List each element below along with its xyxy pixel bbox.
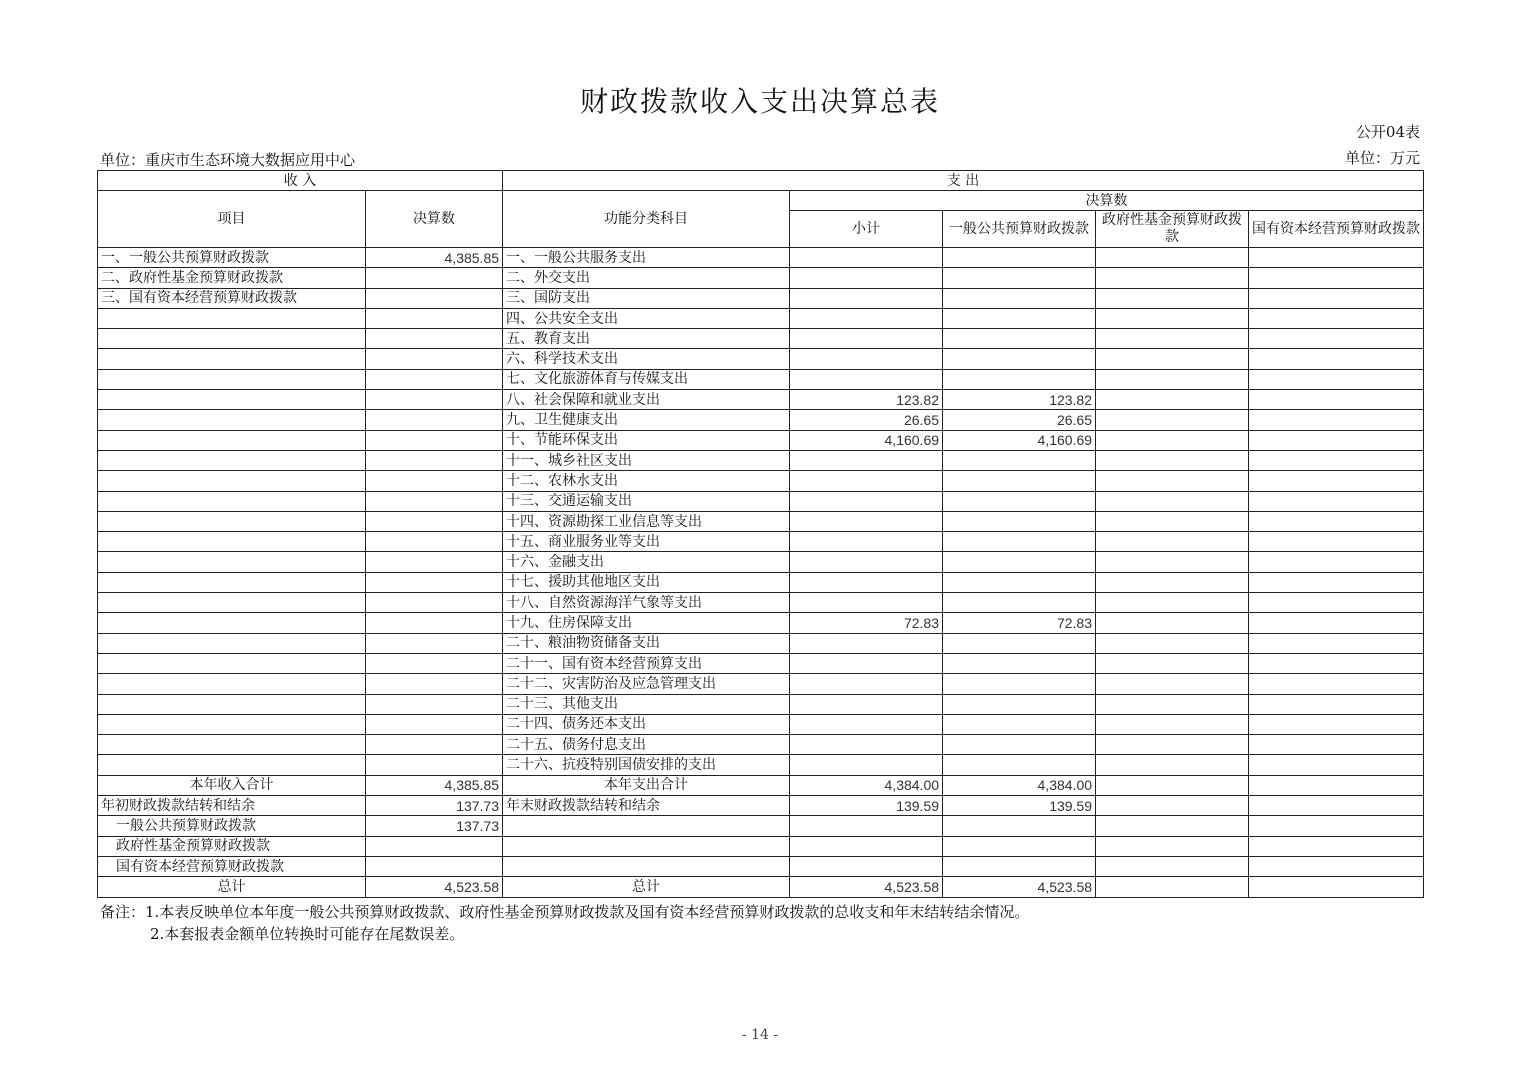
subtotal-cell: 4,523.58 bbox=[790, 877, 943, 897]
subtotal-cell bbox=[790, 532, 943, 552]
table-row bbox=[98, 491, 1424, 511]
gov-fund-cell bbox=[1096, 532, 1249, 552]
general-budget-cell bbox=[943, 633, 1096, 653]
income-item-cell bbox=[98, 633, 366, 653]
income-item-cell: 二、政府性基金预算财政拨款 bbox=[98, 268, 366, 288]
table-row bbox=[98, 450, 1424, 470]
expense-item-cell: 五、教育支出 bbox=[503, 329, 790, 349]
income-amount-cell bbox=[366, 856, 503, 876]
income-amount-cell bbox=[366, 511, 503, 531]
subtotal-cell bbox=[790, 248, 943, 268]
header-row-2 bbox=[98, 191, 1424, 211]
expense-item-cell: 二十四、债务还本支出 bbox=[503, 714, 790, 734]
table-row bbox=[98, 471, 1424, 491]
notes bbox=[100, 901, 1029, 945]
state-capital-cell bbox=[1249, 633, 1424, 653]
general-budget-cell: 26.65 bbox=[943, 410, 1096, 430]
subtotal-cell bbox=[790, 653, 943, 673]
income-amount-cell bbox=[366, 552, 503, 572]
table-row bbox=[98, 633, 1424, 653]
reporting-unit: 单位：重庆市生态环境大数据应用中心 bbox=[100, 151, 356, 169]
income-item-cell bbox=[98, 653, 366, 673]
subtotal-cell: 139.59 bbox=[790, 796, 943, 816]
gov-fund-cell bbox=[1096, 308, 1249, 328]
table-row bbox=[98, 410, 1424, 430]
subtotal-column-header: 小计 bbox=[790, 211, 943, 248]
state-capital-cell bbox=[1249, 735, 1424, 755]
subtotal-cell bbox=[790, 816, 943, 836]
income-item-cell bbox=[98, 755, 366, 775]
gov-fund-cell bbox=[1096, 755, 1249, 775]
expense-item-cell: 二十二、灾害防治及应急管理支出 bbox=[503, 674, 790, 694]
income-amount-cell bbox=[366, 572, 503, 592]
income-amount-cell bbox=[366, 694, 503, 714]
expense-item-cell: 二十一、国有资本经营预算支出 bbox=[503, 653, 790, 673]
func-subject-column-header: 功能分类科目 bbox=[503, 191, 790, 248]
summary-row bbox=[98, 877, 1424, 897]
subtotal-cell bbox=[790, 694, 943, 714]
income-amount-cell bbox=[366, 593, 503, 613]
income-amount-cell bbox=[366, 836, 503, 856]
subtotal-cell bbox=[790, 329, 943, 349]
income-item-cell bbox=[98, 593, 366, 613]
income-amount-cell bbox=[366, 653, 503, 673]
expense-item-cell: 六、科学技术支出 bbox=[503, 349, 790, 369]
subtotal-cell: 4,384.00 bbox=[790, 775, 943, 795]
general-budget-cell bbox=[943, 856, 1096, 876]
gov-fund-cell bbox=[1096, 288, 1249, 308]
summary-row bbox=[98, 796, 1424, 816]
general-budget-cell bbox=[943, 735, 1096, 755]
expense-item-cell: 二十三、其他支出 bbox=[503, 694, 790, 714]
general-budget-cell bbox=[943, 593, 1096, 613]
state-capital-cell bbox=[1249, 694, 1424, 714]
state-capital-cell bbox=[1249, 532, 1424, 552]
general-budget-cell bbox=[943, 248, 1096, 268]
budget-summary-table bbox=[97, 170, 1424, 898]
income-item-cell: 年初财政拨款结转和结余 bbox=[98, 796, 366, 816]
subtotal-cell bbox=[790, 349, 943, 369]
subtotal-cell bbox=[790, 633, 943, 653]
gov-fund-cell bbox=[1096, 593, 1249, 613]
state-capital-cell bbox=[1249, 390, 1424, 410]
gov-fund-cell bbox=[1096, 450, 1249, 470]
general-budget-cell bbox=[943, 836, 1096, 856]
expense-item-cell: 七、文化旅游体育与传媒支出 bbox=[503, 369, 790, 389]
state-capital-cell bbox=[1249, 714, 1424, 734]
table-row bbox=[98, 248, 1424, 268]
expense-item-cell: 一、一般公共服务支出 bbox=[503, 248, 790, 268]
income-amount-cell bbox=[366, 471, 503, 491]
gov-fund-cell bbox=[1096, 714, 1249, 734]
income-amount-cell bbox=[366, 268, 503, 288]
gov-fund-column-header: 政府性基金预算财政拨款 bbox=[1096, 211, 1249, 248]
general-budget-cell bbox=[943, 450, 1096, 470]
state-capital-cell bbox=[1249, 877, 1424, 897]
table-row bbox=[98, 390, 1424, 410]
header-row-1 bbox=[98, 171, 1424, 191]
general-budget-cell bbox=[943, 714, 1096, 734]
state-capital-cell bbox=[1249, 653, 1424, 673]
expense-item-cell: 二十、粮油物资储备支出 bbox=[503, 633, 790, 653]
income-item-cell bbox=[98, 450, 366, 470]
expense-item-cell bbox=[503, 816, 790, 836]
state-capital-cell bbox=[1249, 511, 1424, 531]
state-capital-cell bbox=[1249, 775, 1424, 795]
subtotal-cell bbox=[790, 552, 943, 572]
gov-fund-cell bbox=[1096, 694, 1249, 714]
state-capital-cell bbox=[1249, 430, 1424, 450]
income-item-cell: 总计 bbox=[98, 877, 366, 897]
income-item-cell bbox=[98, 532, 366, 552]
general-budget-cell: 139.59 bbox=[943, 796, 1096, 816]
form-number: 公开04表 bbox=[1355, 123, 1420, 141]
income-item-cell bbox=[98, 329, 366, 349]
subtotal-cell: 4,160.69 bbox=[790, 430, 943, 450]
gov-fund-cell bbox=[1096, 775, 1249, 795]
gov-fund-cell bbox=[1096, 511, 1249, 531]
state-capital-cell bbox=[1249, 796, 1424, 816]
money-unit: 单位：万元 bbox=[1344, 149, 1420, 167]
income-item-cell bbox=[98, 613, 366, 633]
expense-item-cell: 十七、援助其他地区支出 bbox=[503, 572, 790, 592]
state-capital-cell bbox=[1249, 593, 1424, 613]
general-budget-cell bbox=[943, 694, 1096, 714]
general-budget-cell bbox=[943, 491, 1096, 511]
general-budget-cell bbox=[943, 349, 1096, 369]
subtotal-cell bbox=[790, 450, 943, 470]
state-capital-cell bbox=[1249, 674, 1424, 694]
table-row bbox=[98, 288, 1424, 308]
amount-column-header: 决算数 bbox=[366, 191, 503, 248]
subtotal-cell bbox=[790, 755, 943, 775]
income-amount-cell bbox=[366, 430, 503, 450]
table-row bbox=[98, 329, 1424, 349]
state-capital-cell bbox=[1249, 755, 1424, 775]
subtotal-cell bbox=[790, 268, 943, 288]
income-item-cell bbox=[98, 511, 366, 531]
state-capital-cell bbox=[1249, 856, 1424, 876]
state-capital-cell bbox=[1249, 450, 1424, 470]
gov-fund-cell bbox=[1096, 471, 1249, 491]
state-capital-cell bbox=[1249, 248, 1424, 268]
income-item-cell bbox=[98, 674, 366, 694]
general-budget-column-header: 一般公共预算财政拨款 bbox=[943, 211, 1096, 248]
item-column-header: 项目 bbox=[98, 191, 366, 248]
expense-item-cell: 九、卫生健康支出 bbox=[503, 410, 790, 430]
subtotal-cell bbox=[790, 308, 943, 328]
income-header: 收 入 bbox=[98, 171, 503, 191]
income-item-cell bbox=[98, 714, 366, 734]
subtotal-cell bbox=[790, 288, 943, 308]
income-item-cell bbox=[98, 430, 366, 450]
general-budget-cell: 4,160.69 bbox=[943, 430, 1096, 450]
summary-row bbox=[98, 816, 1424, 836]
state-capital-cell bbox=[1249, 613, 1424, 633]
state-capital-cell bbox=[1249, 308, 1424, 328]
general-budget-cell bbox=[943, 471, 1096, 491]
gov-fund-cell bbox=[1096, 877, 1249, 897]
gov-fund-cell bbox=[1096, 369, 1249, 389]
table-row bbox=[98, 532, 1424, 552]
expense-item-cell: 三、国防支出 bbox=[503, 288, 790, 308]
income-item-cell: 一般公共预算财政拨款 bbox=[98, 816, 366, 836]
expense-item-cell: 总计 bbox=[503, 877, 790, 897]
income-item-cell bbox=[98, 572, 366, 592]
expense-item-cell: 十一、城乡社区支出 bbox=[503, 450, 790, 470]
income-item-cell bbox=[98, 349, 366, 369]
general-budget-cell bbox=[943, 308, 1096, 328]
income-amount-cell bbox=[366, 349, 503, 369]
income-amount-cell bbox=[366, 755, 503, 775]
income-amount-cell bbox=[366, 735, 503, 755]
expense-item-cell bbox=[503, 836, 790, 856]
income-amount-cell: 137.73 bbox=[366, 816, 503, 836]
expense-item-cell: 四、公共安全支出 bbox=[503, 308, 790, 328]
general-budget-cell bbox=[943, 816, 1096, 836]
income-item-cell bbox=[98, 735, 366, 755]
expense-item-cell: 十八、自然资源海洋气象等支出 bbox=[503, 593, 790, 613]
subtotal-cell bbox=[790, 735, 943, 755]
summary-row bbox=[98, 836, 1424, 856]
state-capital-cell bbox=[1249, 816, 1424, 836]
gov-fund-cell bbox=[1096, 430, 1249, 450]
income-item-cell bbox=[98, 369, 366, 389]
income-item-cell: 本年收入合计 bbox=[98, 775, 366, 795]
gov-fund-cell bbox=[1096, 248, 1249, 268]
income-item-cell bbox=[98, 308, 366, 328]
general-budget-cell bbox=[943, 329, 1096, 349]
state-capital-cell bbox=[1249, 552, 1424, 572]
income-amount-cell bbox=[366, 369, 503, 389]
general-budget-cell bbox=[943, 532, 1096, 552]
page-number: - 14 - bbox=[741, 1027, 779, 1043]
table-row bbox=[98, 552, 1424, 572]
expense-item-cell: 年末财政拨款结转和结余 bbox=[503, 796, 790, 816]
general-budget-cell bbox=[943, 288, 1096, 308]
subtotal-cell bbox=[790, 572, 943, 592]
table-row bbox=[98, 653, 1424, 673]
subtotal-cell bbox=[790, 674, 943, 694]
general-budget-cell bbox=[943, 653, 1096, 673]
subtotal-cell: 72.83 bbox=[790, 613, 943, 633]
gov-fund-cell bbox=[1096, 268, 1249, 288]
expense-header: 支 出 bbox=[503, 171, 1424, 191]
income-item-cell bbox=[98, 471, 366, 491]
subtotal-cell bbox=[790, 511, 943, 531]
income-amount-cell bbox=[366, 288, 503, 308]
gov-fund-cell bbox=[1096, 491, 1249, 511]
state-capital-cell bbox=[1249, 836, 1424, 856]
note-2: 2.本套报表金额单位转换时可能存在尾数误差。 bbox=[150, 925, 465, 943]
income-amount-cell bbox=[366, 308, 503, 328]
gov-fund-cell bbox=[1096, 856, 1249, 876]
expense-item-cell: 十四、资源勘探工业信息等支出 bbox=[503, 511, 790, 531]
gov-fund-cell bbox=[1096, 796, 1249, 816]
general-budget-cell bbox=[943, 674, 1096, 694]
subtotal-cell bbox=[790, 593, 943, 613]
note-1: 备注：1.本表反映单位本年度一般公共预算财政拨款、政府性基金预算财政拨款及国有资本经营预算财政拨款的总收支和年末结转结余情况。 bbox=[100, 903, 1030, 921]
gov-fund-cell bbox=[1096, 836, 1249, 856]
subtotal-cell bbox=[790, 369, 943, 389]
income-amount-cell bbox=[366, 633, 503, 653]
expense-item-cell: 十、节能环保支出 bbox=[503, 430, 790, 450]
state-capital-cell bbox=[1249, 369, 1424, 389]
table-row bbox=[98, 613, 1424, 633]
state-capital-cell bbox=[1249, 491, 1424, 511]
state-capital-cell bbox=[1249, 471, 1424, 491]
expense-item-cell: 二十五、债务付息支出 bbox=[503, 735, 790, 755]
expense-item-cell: 八、社会保障和就业支出 bbox=[503, 390, 790, 410]
income-item-cell bbox=[98, 694, 366, 714]
gov-fund-cell bbox=[1096, 816, 1249, 836]
expense-item-cell: 本年支出合计 bbox=[503, 775, 790, 795]
gov-fund-cell bbox=[1096, 735, 1249, 755]
state-capital-cell bbox=[1249, 349, 1424, 369]
subtotal-cell bbox=[790, 836, 943, 856]
gov-fund-cell bbox=[1096, 613, 1249, 633]
general-budget-cell: 4,523.58 bbox=[943, 877, 1096, 897]
summary-row bbox=[98, 856, 1424, 876]
expense-item-cell: 十九、住房保障支出 bbox=[503, 613, 790, 633]
subtotal-cell bbox=[790, 491, 943, 511]
expense-item-cell: 二十六、抗疫特别国债安排的支出 bbox=[503, 755, 790, 775]
gov-fund-cell bbox=[1096, 329, 1249, 349]
expense-item-cell: 十二、农林水支出 bbox=[503, 471, 790, 491]
income-item-cell bbox=[98, 491, 366, 511]
income-item-cell bbox=[98, 552, 366, 572]
income-item-cell bbox=[98, 410, 366, 430]
state-capital-cell bbox=[1249, 329, 1424, 349]
expense-item-cell: 十三、交通运输支出 bbox=[503, 491, 790, 511]
income-amount-cell bbox=[366, 329, 503, 349]
income-amount-cell bbox=[366, 390, 503, 410]
state-capital-column-header: 国有资本经营预算财政拨款 bbox=[1249, 211, 1424, 248]
expense-item-cell: 十六、金融支出 bbox=[503, 552, 790, 572]
summary-row bbox=[98, 775, 1424, 795]
table-row bbox=[98, 714, 1424, 734]
subtotal-cell bbox=[790, 471, 943, 491]
income-item-cell: 政府性基金预算财政拨款 bbox=[98, 836, 366, 856]
table-row bbox=[98, 268, 1424, 288]
table-row bbox=[98, 755, 1424, 775]
income-amount-cell bbox=[366, 714, 503, 734]
gov-fund-cell bbox=[1096, 633, 1249, 653]
table-row bbox=[98, 349, 1424, 369]
general-budget-cell bbox=[943, 572, 1096, 592]
expense-item-cell: 十五、商业服务业等支出 bbox=[503, 532, 790, 552]
general-budget-cell bbox=[943, 369, 1096, 389]
income-amount-cell: 4,385.85 bbox=[366, 775, 503, 795]
table-row bbox=[98, 572, 1424, 592]
income-amount-cell bbox=[366, 491, 503, 511]
gov-fund-cell bbox=[1096, 674, 1249, 694]
general-budget-cell bbox=[943, 268, 1096, 288]
income-amount-cell bbox=[366, 410, 503, 430]
state-capital-cell bbox=[1249, 572, 1424, 592]
income-item-cell: 一、一般公共预算财政拨款 bbox=[98, 248, 366, 268]
table-row bbox=[98, 694, 1424, 714]
income-amount-cell: 4,385.85 bbox=[366, 248, 503, 268]
expense-item-cell: 二、外交支出 bbox=[503, 268, 790, 288]
general-budget-cell: 123.82 bbox=[943, 390, 1096, 410]
income-amount-cell: 4,523.58 bbox=[366, 877, 503, 897]
state-capital-cell bbox=[1249, 288, 1424, 308]
gov-fund-cell bbox=[1096, 410, 1249, 430]
income-amount-cell bbox=[366, 674, 503, 694]
subtotal-cell: 123.82 bbox=[790, 390, 943, 410]
income-amount-cell: 137.73 bbox=[366, 796, 503, 816]
state-capital-cell bbox=[1249, 268, 1424, 288]
general-budget-cell bbox=[943, 755, 1096, 775]
state-capital-cell bbox=[1249, 410, 1424, 430]
subtotal-cell: 26.65 bbox=[790, 410, 943, 430]
page-title: 财政拨款收入支出决算总表 bbox=[579, 85, 940, 118]
table-row bbox=[98, 674, 1424, 694]
gov-fund-cell bbox=[1096, 349, 1249, 369]
gov-fund-cell bbox=[1096, 653, 1249, 673]
subtotal-cell bbox=[790, 714, 943, 734]
income-item-cell: 国有资本经营预算财政拨款 bbox=[98, 856, 366, 876]
table-row bbox=[98, 735, 1424, 755]
gov-fund-cell bbox=[1096, 572, 1249, 592]
income-amount-cell bbox=[366, 532, 503, 552]
gov-fund-cell bbox=[1096, 552, 1249, 572]
expense-item-cell bbox=[503, 856, 790, 876]
table-row bbox=[98, 511, 1424, 531]
table-row bbox=[98, 308, 1424, 328]
general-budget-cell: 4,384.00 bbox=[943, 775, 1096, 795]
final-amount-header: 决算数 bbox=[790, 191, 1424, 211]
table-row bbox=[98, 369, 1424, 389]
general-budget-cell bbox=[943, 552, 1096, 572]
income-amount-cell bbox=[366, 613, 503, 633]
subtotal-cell bbox=[790, 856, 943, 876]
gov-fund-cell bbox=[1096, 390, 1249, 410]
general-budget-cell: 72.83 bbox=[943, 613, 1096, 633]
income-item-cell: 三、国有资本经营预算财政拨款 bbox=[98, 288, 366, 308]
table-row bbox=[98, 430, 1424, 450]
income-item-cell bbox=[98, 390, 366, 410]
income-amount-cell bbox=[366, 450, 503, 470]
table-row bbox=[98, 593, 1424, 613]
general-budget-cell bbox=[943, 511, 1096, 531]
